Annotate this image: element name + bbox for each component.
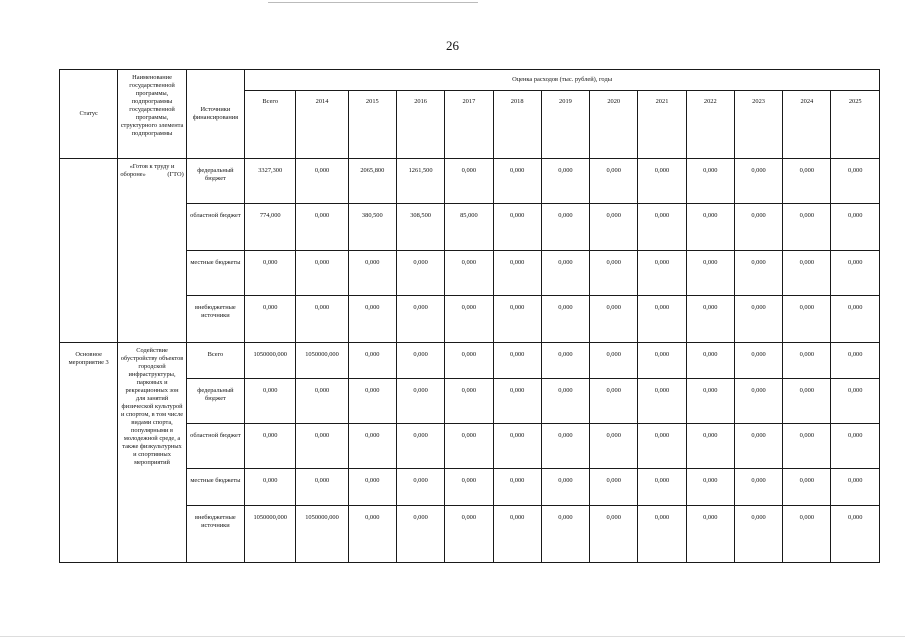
total-value-cell: 774,000 [245,204,296,251]
year-value-cell: 0,000 [493,343,541,379]
year-value-cell: 0,000 [541,251,589,296]
year-value-cell: 0,000 [831,159,880,204]
year-value-cell: 0,000 [493,424,541,469]
year-value-cell: 0,000 [445,469,493,506]
year-value-cell: 0,000 [348,506,396,563]
year-value-cell: 0,000 [686,379,734,424]
funding-source-cell: федеральный бюджет [186,379,244,424]
year-value-cell: 0,000 [831,251,880,296]
page-number: 26 [446,38,459,53]
year-value-cell: 0,000 [541,506,589,563]
year-value-cell: 0,000 [734,506,782,563]
year-value-cell: 0,000 [348,343,396,379]
header-col-year: 2021 [638,91,686,159]
year-value-cell: 0,000 [541,204,589,251]
header-col-year: 2016 [396,91,444,159]
funding-source-cell: внебюджетные источники [186,506,244,563]
header-col-year: 2019 [541,91,589,159]
table-row [60,343,880,379]
year-value-cell: 0,000 [734,424,782,469]
year-value-cell: 0,000 [686,469,734,506]
year-value-cell: 0,000 [831,424,880,469]
year-value-cell: 0,000 [541,469,589,506]
header-col-year: 2014 [296,91,348,159]
year-value-cell: 85,000 [445,204,493,251]
year-value-cell: 0,000 [783,424,831,469]
year-value-cell: 0,000 [686,251,734,296]
funding-source-cell: областной бюджет [186,204,244,251]
year-value-cell: 0,000 [638,343,686,379]
year-value-cell: 0,000 [590,251,638,296]
year-value-cell: 0,000 [686,296,734,343]
year-value-cell: 0,000 [734,159,782,204]
header-col-year: 2022 [686,91,734,159]
year-value-cell: 0,000 [493,296,541,343]
header-name: Наименование государственной программы, подпрограммы государственной программы, структурного элемента подпрограммы [118,70,186,159]
year-value-cell: 0,000 [783,159,831,204]
year-value-cell: 0,000 [638,296,686,343]
year-value-cell: 0,000 [831,343,880,379]
total-value-cell: 0,000 [245,251,296,296]
year-value-cell: 0,000 [396,379,444,424]
table-row [60,159,880,204]
year-value-cell: 0,000 [296,469,348,506]
year-value-cell: 0,000 [541,343,589,379]
year-value-cell: 0,000 [493,379,541,424]
year-value-cell: 0,000 [348,469,396,506]
table-header [60,70,880,159]
year-value-cell: 0,000 [783,296,831,343]
header-col-year: 2015 [348,91,396,159]
year-value-cell: 0,000 [783,251,831,296]
year-value-cell: 1050000,000 [296,343,348,379]
year-value-cell: 0,000 [686,343,734,379]
total-value-cell: 1050000,000 [245,343,296,379]
year-value-cell: 0,000 [783,343,831,379]
year-value-cell: 0,000 [831,296,880,343]
year-value-cell: 0,000 [638,469,686,506]
year-value-cell: 0,000 [783,469,831,506]
year-value-cell: 0,000 [638,251,686,296]
total-value-cell: 3327,300 [245,159,296,204]
status-cell [60,159,118,343]
year-value-cell: 0,000 [445,251,493,296]
year-value-cell: 0,000 [734,204,782,251]
year-value-cell: 0,000 [831,506,880,563]
header-col-year: 2017 [445,91,493,159]
year-value-cell: 0,000 [590,159,638,204]
year-value-cell: 0,000 [590,296,638,343]
year-value-cell: 0,000 [590,379,638,424]
program-name-cell: Содействие обустройству объектов городской инфраструктуры, парковых и рекреационных зон для занятий физической культурой и спортом, в том числе видами спорта, популярными в молодежной среде, а также физкультурных и спортивных мероприятий [118,343,186,563]
year-value-cell: 0,000 [445,159,493,204]
header-col-year: 2023 [734,91,782,159]
year-value-cell: 0,000 [686,204,734,251]
year-value-cell: 0,000 [783,204,831,251]
year-value-cell: 0,000 [638,159,686,204]
year-value-cell: 380,500 [348,204,396,251]
year-value-cell: 0,000 [686,424,734,469]
year-value-cell: 0,000 [348,296,396,343]
year-value-cell: 0,000 [734,343,782,379]
year-value-cell: 0,000 [348,251,396,296]
year-value-cell: 0,000 [296,204,348,251]
total-value-cell: 0,000 [245,379,296,424]
year-value-cell: 1261,500 [396,159,444,204]
year-value-cell: 0,000 [396,424,444,469]
year-value-cell: 0,000 [396,251,444,296]
year-value-cell: 0,000 [296,159,348,204]
program-name-cell: «Готов к труду и обороне» (ГТО) [118,159,186,343]
year-value-cell: 0,000 [638,424,686,469]
total-value-cell: 1050000,000 [245,506,296,563]
header-col-year: 2020 [590,91,638,159]
year-value-cell: 0,000 [296,296,348,343]
year-value-cell: 0,000 [493,204,541,251]
year-value-cell: 308,500 [396,204,444,251]
year-value-cell: 0,000 [590,469,638,506]
year-value-cell: 0,000 [734,379,782,424]
funding-source-cell: местные бюджеты [186,469,244,506]
year-value-cell: 0,000 [493,469,541,506]
year-value-cell: 0,000 [348,379,396,424]
year-value-cell: 0,000 [396,296,444,343]
year-value-cell: 0,000 [493,251,541,296]
header-status: Статус [60,70,118,159]
year-value-cell: 0,000 [831,379,880,424]
year-value-cell: 0,000 [445,424,493,469]
year-value-cell: 0,000 [734,251,782,296]
year-value-cell: 0,000 [638,204,686,251]
year-value-cell: 0,000 [541,424,589,469]
header-sources: Источники финансирования [186,70,244,159]
funding-source-cell: местные бюджеты [186,251,244,296]
year-value-cell: 0,000 [541,159,589,204]
year-value-cell: 0,000 [686,506,734,563]
total-value-cell: 0,000 [245,424,296,469]
year-value-cell: 0,000 [590,424,638,469]
year-value-cell: 0,000 [590,204,638,251]
status-cell: Основное мероприятие 3 [60,343,118,563]
year-value-cell: 0,000 [493,506,541,563]
year-value-cell: 0,000 [296,379,348,424]
year-value-cell: 0,000 [783,506,831,563]
year-value-cell: 0,000 [541,296,589,343]
year-value-cell: 0,000 [590,343,638,379]
scan-artifact-bottom [0,636,905,637]
total-value-cell: 0,000 [245,469,296,506]
year-value-cell: 1050000,000 [296,506,348,563]
year-value-cell: 0,000 [541,379,589,424]
year-value-cell: 0,000 [638,506,686,563]
year-value-cell: 0,000 [445,379,493,424]
header-col-year: 2024 [783,91,831,159]
year-value-cell: 0,000 [590,506,638,563]
year-value-cell: 0,000 [445,343,493,379]
header-estimate: Оценка расходов (тыс. рублей), годы [245,70,880,91]
scan-artifact-top [268,2,478,3]
funding-source-cell: федеральный бюджет [186,159,244,204]
funding-source-cell: внебюджетные источники [186,296,244,343]
funding-source-cell: областной бюджет [186,424,244,469]
year-value-cell: 0,000 [638,379,686,424]
header-col-year: 2018 [493,91,541,159]
year-value-cell: 0,000 [348,424,396,469]
budget-table [59,69,880,563]
year-value-cell: 2065,800 [348,159,396,204]
year-value-cell: 0,000 [396,343,444,379]
year-value-cell: 0,000 [396,506,444,563]
year-value-cell: 0,000 [783,379,831,424]
year-value-cell: 0,000 [734,296,782,343]
header-col-total: Всего [245,91,296,159]
year-value-cell: 0,000 [686,159,734,204]
year-value-cell: 0,000 [296,251,348,296]
table-body [60,159,880,563]
year-value-cell: 0,000 [831,204,880,251]
year-value-cell: 0,000 [445,506,493,563]
funding-source-cell: Всего [186,343,244,379]
year-value-cell: 0,000 [296,424,348,469]
total-value-cell: 0,000 [245,296,296,343]
year-value-cell: 0,000 [831,469,880,506]
year-value-cell: 0,000 [396,469,444,506]
year-value-cell: 0,000 [445,296,493,343]
header-col-year: 2025 [831,91,880,159]
year-value-cell: 0,000 [734,469,782,506]
year-value-cell: 0,000 [493,159,541,204]
